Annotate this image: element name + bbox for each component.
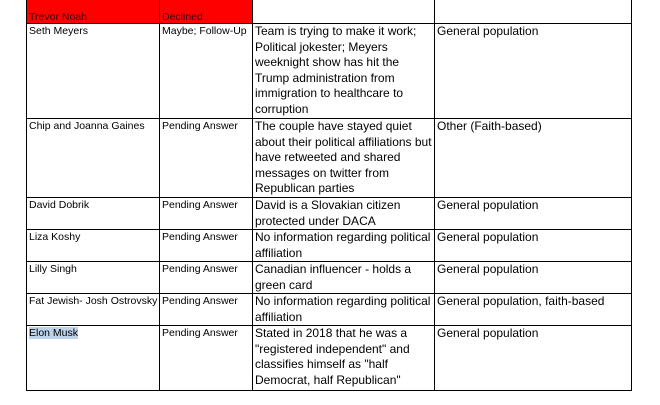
cell-audience[interactable] bbox=[435, 0, 632, 24]
cell-name[interactable]: Chip and Joanna Gaines bbox=[27, 119, 160, 198]
cell-status[interactable]: Maybe; Follow-Up bbox=[160, 24, 253, 119]
table-row bbox=[27, 230, 632, 262]
influencer-outreach-table bbox=[26, 0, 632, 391]
cell-audience[interactable]: General population bbox=[435, 326, 632, 391]
cell-notes[interactable]: David is a Slovakian citizen protected under DACA bbox=[253, 198, 435, 230]
cell-status[interactable]: Pending Answer bbox=[160, 294, 253, 326]
cell-status[interactable]: Pending Answer bbox=[160, 119, 253, 198]
table-row bbox=[27, 262, 632, 294]
cell-notes[interactable]: The couple have stayed quiet about their political affiliations but have retweeted and shared messages on twitter from Republican parties bbox=[253, 119, 435, 198]
cell-notes[interactable]: No information regarding political affiliation bbox=[253, 230, 435, 262]
cell-name[interactable] bbox=[27, 326, 160, 391]
cell-name[interactable] bbox=[27, 0, 160, 24]
table-row bbox=[27, 0, 632, 24]
cell-name[interactable]: Liza Koshy bbox=[27, 230, 160, 262]
table-row bbox=[27, 198, 632, 230]
cell-notes[interactable]: Canadian influencer - holds a green card bbox=[253, 262, 435, 294]
cell-status[interactable] bbox=[160, 0, 253, 24]
cell-name[interactable]: Seth Meyers bbox=[27, 24, 160, 119]
selected-text: Elon Musk bbox=[29, 327, 79, 339]
cell-notes[interactable]: Stated in 2018 that he was a "registered independent" and classifies himself as "half Democrat, half Republican" bbox=[253, 326, 435, 391]
cell-status[interactable]: Pending Answer bbox=[160, 262, 253, 294]
cell-notes[interactable]: No information regarding political affiliation bbox=[253, 294, 435, 326]
table-row bbox=[27, 119, 632, 198]
cell-notes[interactable]: Team is trying to make it work; Political jokester; Meyers weeknight show has hit the Trump administration from immigration to healthcare to corruption bbox=[253, 24, 435, 119]
cell-name[interactable]: Lilly Singh bbox=[27, 262, 160, 294]
name-text: Trevor Noah bbox=[29, 11, 87, 23]
cell-name[interactable]: David Dobrik bbox=[27, 198, 160, 230]
cell-audience[interactable]: General population bbox=[435, 262, 632, 294]
cell-audience[interactable]: General population bbox=[435, 230, 632, 262]
status-text: Declined bbox=[162, 11, 203, 23]
cell-name[interactable]: Fat Jewish- Josh Ostrovsky bbox=[27, 294, 160, 326]
cell-audience[interactable]: General population bbox=[435, 198, 632, 230]
cell-status[interactable]: Pending Answer bbox=[160, 230, 253, 262]
cell-status[interactable]: Pending Answer bbox=[160, 326, 253, 391]
cell-status[interactable]: Pending Answer bbox=[160, 198, 253, 230]
table-row bbox=[27, 326, 632, 391]
cell-audience[interactable]: Other (Faith-based) bbox=[435, 119, 632, 198]
cell-audience[interactable]: General population, faith-based bbox=[435, 294, 632, 326]
table-row bbox=[27, 294, 632, 326]
cell-audience[interactable]: General population bbox=[435, 24, 632, 119]
cell-notes[interactable] bbox=[253, 0, 435, 24]
table-row bbox=[27, 24, 632, 119]
